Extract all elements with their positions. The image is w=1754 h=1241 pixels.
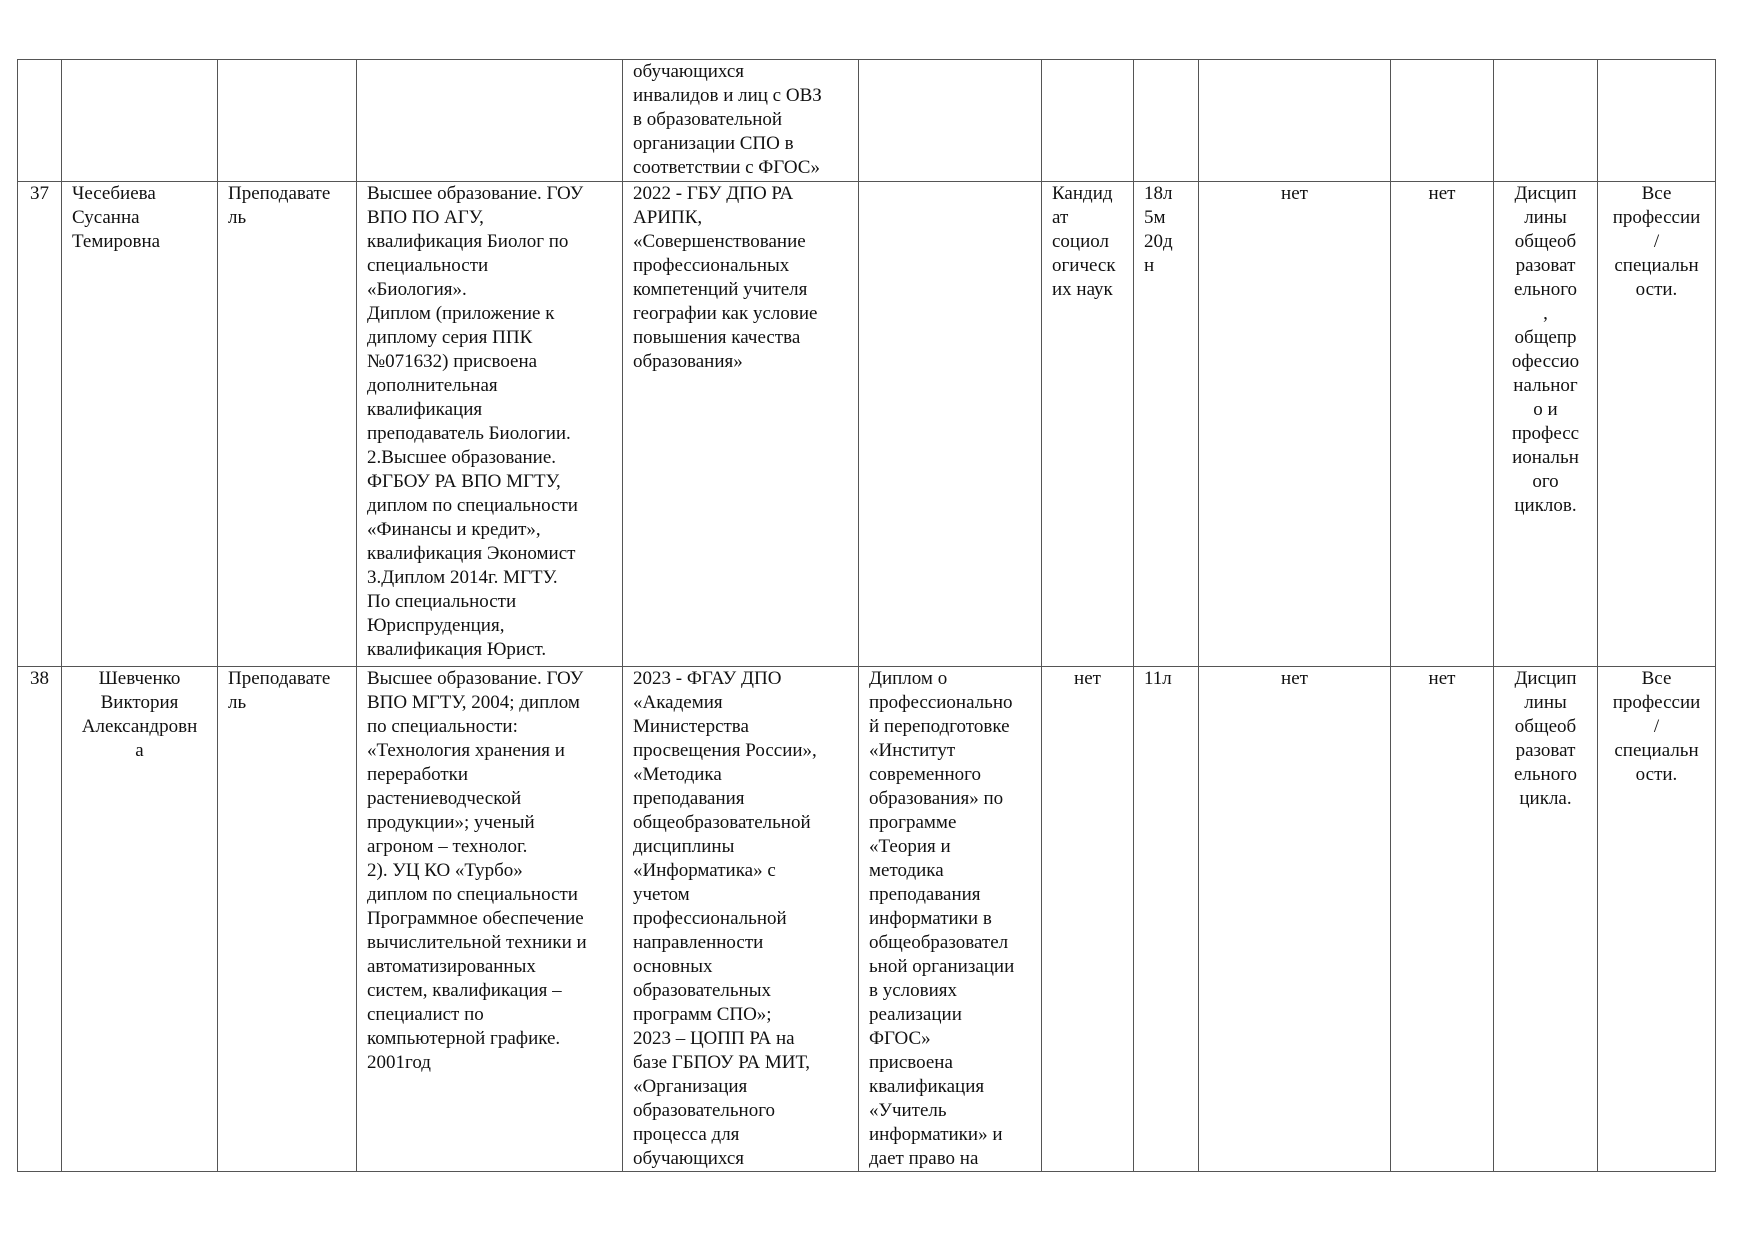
- cell-retraining: [859, 182, 1042, 667]
- cell-experience: [1134, 60, 1199, 182]
- cell-education: Высшее образование. ГОУ ВПО МГТУ, 2004; диплом по специальности: «Технология хранения и переработки растениеводческой продукции»; ученый агроном – технолог. 2). УЦ КО «Турбо» диплом по специальности Программное обеспечение вычислительной техники и автоматизированных систем, квалификация – специалист по компьютерной графике. 2001год: [357, 667, 623, 1172]
- cell-disciplines: [1494, 60, 1598, 182]
- cell-number: [18, 60, 62, 182]
- cell-category: [1391, 60, 1494, 182]
- cell-degree: Кандид ат социол огическ их наук: [1042, 182, 1134, 667]
- cell-name: [62, 60, 218, 182]
- cell-position: Преподавате ль: [218, 182, 357, 667]
- cell-number: 38: [18, 667, 62, 1172]
- cell-category: нет: [1391, 667, 1494, 1172]
- cell-training: 2023 - ФГАУ ДПО «Академия Министерства просвещения России», «Методика преподавания общеобразовательной дисциплины «Информатика» с учетом профессиональной направленности основных образовательных программ СПО»; 2023 – ЦОПП РА на базе ГБПОУ РА МИТ, «Организация образовательного процесса для обучающихся: [623, 667, 859, 1172]
- cell-education: Высшее образование. ГОУ ВПО ПО АГУ, квалификация Биолог по специальности «Биология». Диплом (приложение к диплому серия ППК №071632) присвоена дополнительная квалификация преподаватель Биологии. 2.Высшее образование. ФГБОУ РА ВПО МГТУ, диплом по специальности «Финансы и кредит», квалификация Экономист 3.Диплом 2014г. МГТУ. По специальности Юриспруденция, квалификация Юрист.: [357, 182, 623, 667]
- table-row: [18, 60, 1716, 182]
- cell-category: нет: [1391, 182, 1494, 667]
- cell-programs: Все профессии / специальн ости.: [1598, 182, 1716, 667]
- cell-rank: [1199, 60, 1391, 182]
- cell-experience: 11л: [1134, 667, 1199, 1172]
- cell-number: 37: [18, 182, 62, 667]
- cell-position: [218, 60, 357, 182]
- cell-position: Преподавате ль: [218, 667, 357, 1172]
- cell-training: 2022 - ГБУ ДПО РА АРИПК, «Совершенствование профессиональных компетенций учителя географии как условие повышения качества образования»: [623, 182, 859, 667]
- cell-retraining: Диплом о профессионально й переподготовке «Институт современного образования» по программе «Теория и методика преподавания информатики в общеобразовател ьной организации в условиях реализации ФГОС» присвоена квалификация «Учитель информатики» и дает право на: [859, 667, 1042, 1172]
- cell-name: Шевченко Виктория Александровн а: [62, 667, 218, 1172]
- table-row: [18, 182, 1716, 667]
- cell-experience: 18л 5м 20д н: [1134, 182, 1199, 667]
- cell-rank: нет: [1199, 182, 1391, 667]
- cell-education: [357, 60, 623, 182]
- document-page: [17, 59, 1716, 1172]
- staff-table: [17, 59, 1716, 1172]
- cell-name: Чесебиева Сусанна Темировна: [62, 182, 218, 667]
- cell-disciplines: Дисцип лины общеоб разоват ельного , общепр офессио нальног о и професс иональн ого циклов.: [1494, 182, 1598, 667]
- table-row: [18, 667, 1716, 1172]
- cell-rank: нет: [1199, 667, 1391, 1172]
- cell-degree: [1042, 60, 1134, 182]
- cell-programs: Все профессии / специальн ости.: [1598, 667, 1716, 1172]
- cell-disciplines: Дисцип лины общеоб разоват ельного цикла.: [1494, 667, 1598, 1172]
- cell-programs: [1598, 60, 1716, 182]
- cell-retraining: [859, 60, 1042, 182]
- cell-training: обучающихся инвалидов и лиц с ОВЗ в образовательной организации СПО в соответствии с ФГОС»: [623, 60, 859, 182]
- cell-degree: нет: [1042, 667, 1134, 1172]
